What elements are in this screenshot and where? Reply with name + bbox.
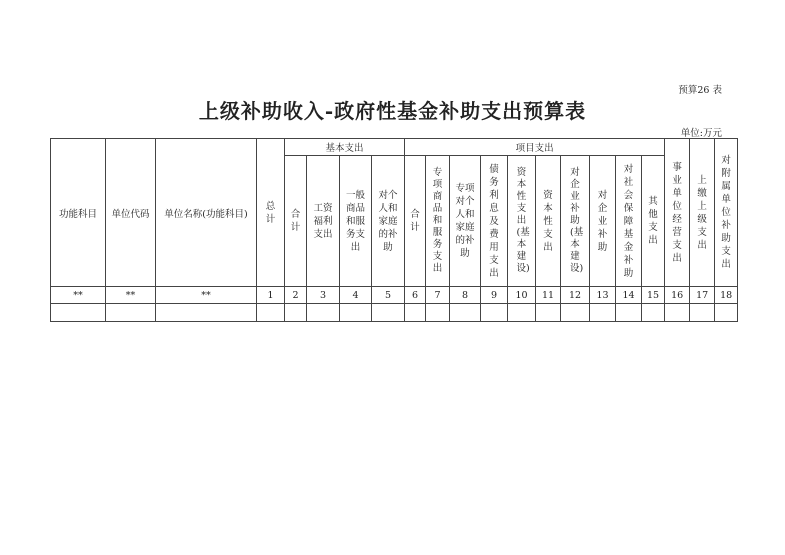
num-cell: 12 [561, 287, 590, 304]
column-number-row [51, 287, 738, 304]
num-cell: 17 [690, 287, 715, 304]
num-cell: ** [51, 287, 106, 304]
table-cell [257, 304, 285, 322]
header-basic-group: 基本支出 [285, 139, 405, 156]
table-cell [405, 304, 426, 322]
header-wage-welfare: 工资福利支出 [307, 156, 340, 287]
table-cell [481, 304, 508, 322]
table-cell [426, 304, 450, 322]
unit-label: 单位:万元 [680, 128, 722, 139]
header-personal-family: 对个人和家庭的补助 [372, 156, 405, 287]
header-enterprise: 对企业补助 [590, 156, 616, 287]
table-code: 预算26 表 [678, 85, 722, 96]
num-cell: 15 [642, 287, 665, 304]
num-cell: 16 [665, 287, 690, 304]
header-goods-services: 一般商品和服务支出 [340, 156, 372, 287]
num-cell: 4 [340, 287, 372, 304]
budget-table [50, 138, 738, 322]
header-enterprise-basic: 对企业补助(基本建设) [561, 156, 590, 287]
table-cell [156, 304, 257, 322]
table-cell [508, 304, 536, 322]
num-cell: ** [156, 287, 257, 304]
table-cell [307, 304, 340, 322]
num-cell: 1 [257, 287, 285, 304]
header-unit-name: 单位名称(功能科目) [156, 139, 257, 287]
header-other: 其他支出 [642, 156, 665, 287]
header-remit-higher: 上缴上级支出 [690, 139, 715, 287]
num-cell: 11 [536, 287, 561, 304]
header-func-subject: 功能科目 [51, 139, 106, 287]
num-cell: 3 [307, 287, 340, 304]
table-cell [642, 304, 665, 322]
header-project-subtotal: 合计 [405, 156, 426, 287]
table-cell [106, 304, 156, 322]
header-row-1 [51, 139, 738, 156]
table-cell [590, 304, 616, 322]
num-cell: 5 [372, 287, 405, 304]
table-cell [616, 304, 642, 322]
table-row [51, 304, 738, 322]
header-operating: 事业单位经营支出 [665, 139, 690, 287]
table-cell [450, 304, 481, 322]
num-cell: 13 [590, 287, 616, 304]
num-cell: 6 [405, 287, 426, 304]
header-total: 总计 [257, 139, 285, 287]
table-cell [561, 304, 590, 322]
table-cell [340, 304, 372, 322]
header-affiliated: 对附属单位补助支出 [715, 139, 738, 287]
table-cell [536, 304, 561, 322]
header-capital-basic: 资本性支出(基本建设) [508, 156, 536, 287]
header-basic-subtotal: 合计 [285, 156, 307, 287]
table-cell [665, 304, 690, 322]
header-special-goods: 专项商品和服务支出 [426, 156, 450, 287]
num-cell: 7 [426, 287, 450, 304]
num-cell: 18 [715, 287, 738, 304]
table-cell [690, 304, 715, 322]
header-special-personal: 专项对个人和家庭的补助 [450, 156, 481, 287]
num-cell: 9 [481, 287, 508, 304]
num-cell: 8 [450, 287, 481, 304]
num-cell: 14 [616, 287, 642, 304]
header-social-security: 对社会保障基金补助 [616, 156, 642, 287]
header-unit-code: 单位代码 [106, 139, 156, 287]
table-cell [372, 304, 405, 322]
header-debt-interest: 债务利息及费用支出 [481, 156, 508, 287]
num-cell: ** [106, 287, 156, 304]
num-cell: 2 [285, 287, 307, 304]
table-cell [51, 304, 106, 322]
page-title: 上级补助收入-政府性基金补助支出预算表 [198, 99, 587, 123]
table-cell [285, 304, 307, 322]
header-project-group: 项目支出 [405, 139, 665, 156]
header-capital: 资本性支出 [536, 156, 561, 287]
num-cell: 10 [508, 287, 536, 304]
table-cell [715, 304, 738, 322]
